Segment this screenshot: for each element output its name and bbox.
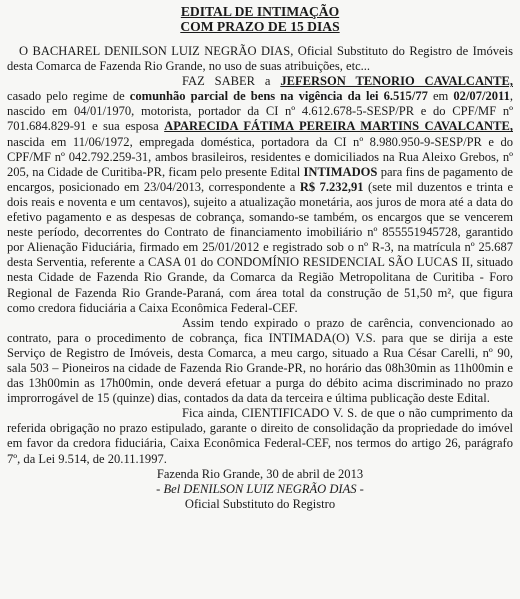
marital-regime: comunhão parcial de bens na vigência da lei 6.515/77 (129, 89, 428, 104)
document-body (7, 44, 513, 467)
notice-text-b: em (427, 89, 454, 104)
place-and-date: Fazenda Rio Grande, 30 de abril de 2013 (156, 466, 364, 481)
notice-text-f: (sete mil duzentos e trinta e dois reais e noventa e um centavos), sujeito a atualização monetária, aos juros de mora até a data do efetivo pagamento e as despesas de cobrança, somando-se também, os encargos que se vencerem neste período, decorrentes do Contrato de financiamento imobiliário nº 855551945728, garantido por Alienação Fiduciária, firmado em 25/01/2012 e registrado sob o nº R-3, na matrícula nº 25.687 desta Serventia, referente a CASA 01 do CONDOMÍNIO RESIDENCIAL SÃO LUCAS II, situado nesta Cidade de Fazenda Rio Grande, da Comarca da Região Metropolitana de Curitiba - Foro Regional de Fazenda Rio Grande-Paraná, com área total da construção de 51,50 m², que figura como credora fiduciária a Caixa Econômica Federal-CEF. (7, 179, 514, 315)
intimados-label: INTIMADOS (303, 164, 378, 179)
notice-text-c: , nascido em 04/01/1970, motorista, portador da CI nº 4.612.678-5-SESP/PR e do CPF/MF nº 701.684.829-91 e sua esposa (7, 89, 513, 134)
party-name-2: APARECIDA FÁTIMA PEREIRA MARTINS CAVALCANTE, (164, 119, 513, 134)
document-title-line-2: COM PRAZO DE 15 DIAS (180, 19, 340, 34)
paragraph-opening: O BACHAREL DENILSON LUIZ NEGRÃO DIAS, Oficial Substituto do Registro de Imóveis desta Comarca de Fazenda Rio Grande, no uso de suas atribuições, etc... (7, 44, 513, 74)
marriage-date: 02/07/2011 (453, 89, 510, 104)
paragraph-notice (7, 74, 513, 316)
signatory-role: Oficial Substituto do Registro (184, 496, 336, 511)
notice-text-e: para fins de pagamento de encargos, posicionado em 23/04/2013, correspondente a (7, 164, 513, 194)
notice-text-d: nascida em 11/06/1972, empregada doméstica, portadora da CI nº 8.980.950-9-SESP/PR e do CPF/MF nº 042.792.259-31, ambos brasileiros, residentes e domiciliados na Rua Aleixo Grebos, nº 205, na Cidade de Curitiba-PR, ficam pelo presente Edital (7, 134, 513, 179)
party-name-1: JEFERSON TENORIO CAVALCANTE, (280, 74, 513, 89)
debt-amount: R$ 7.232,91 (299, 179, 364, 194)
document-title-line-1: EDITAL DE INTIMAÇÃO (180, 4, 340, 19)
signatory-name: - Bel DENILSON LUIZ NEGRÃO DIAS - (156, 481, 364, 496)
notice-text-a: casado pelo regime de (7, 89, 130, 104)
signature-block (7, 467, 513, 512)
paragraph-notification: Fica ainda, CIENTIFICADO V. S. de que o não cumprimento da referida obrigação no prazo estipulado, garante o direito de consolidação da propriedade do imóvel em favor da credora fiduciária, Caixa Econômica Federal-CEF, nos termos do artigo 26, parágrafo 7º, da Lei 9.514, de 20.11.1997. (7, 406, 513, 466)
notice-intro: FAZ SABER a (182, 74, 281, 89)
paragraph-summons: Assim tendo expirado o prazo de carência, convencionado ao contrato, para o procedimento de cobrança, fica INTIMADA(O) V.S. para que se dirija a este Serviço de Registro de Imóveis, desta Comarca, a meu cargo, situado a Rua César Carelli, nº 90, sala 503 – Pioneiros na cidade de Fazenda Rio Grande-PR, no horário das 08h30min as 11h00min e das 13h00min as 17h00min, onde deverá efetuar a purga do débito acima discriminado no prazo improrrogável de 15 (quinze) dias, contados da data da terceira e última publicação deste Edital. (7, 315, 513, 406)
